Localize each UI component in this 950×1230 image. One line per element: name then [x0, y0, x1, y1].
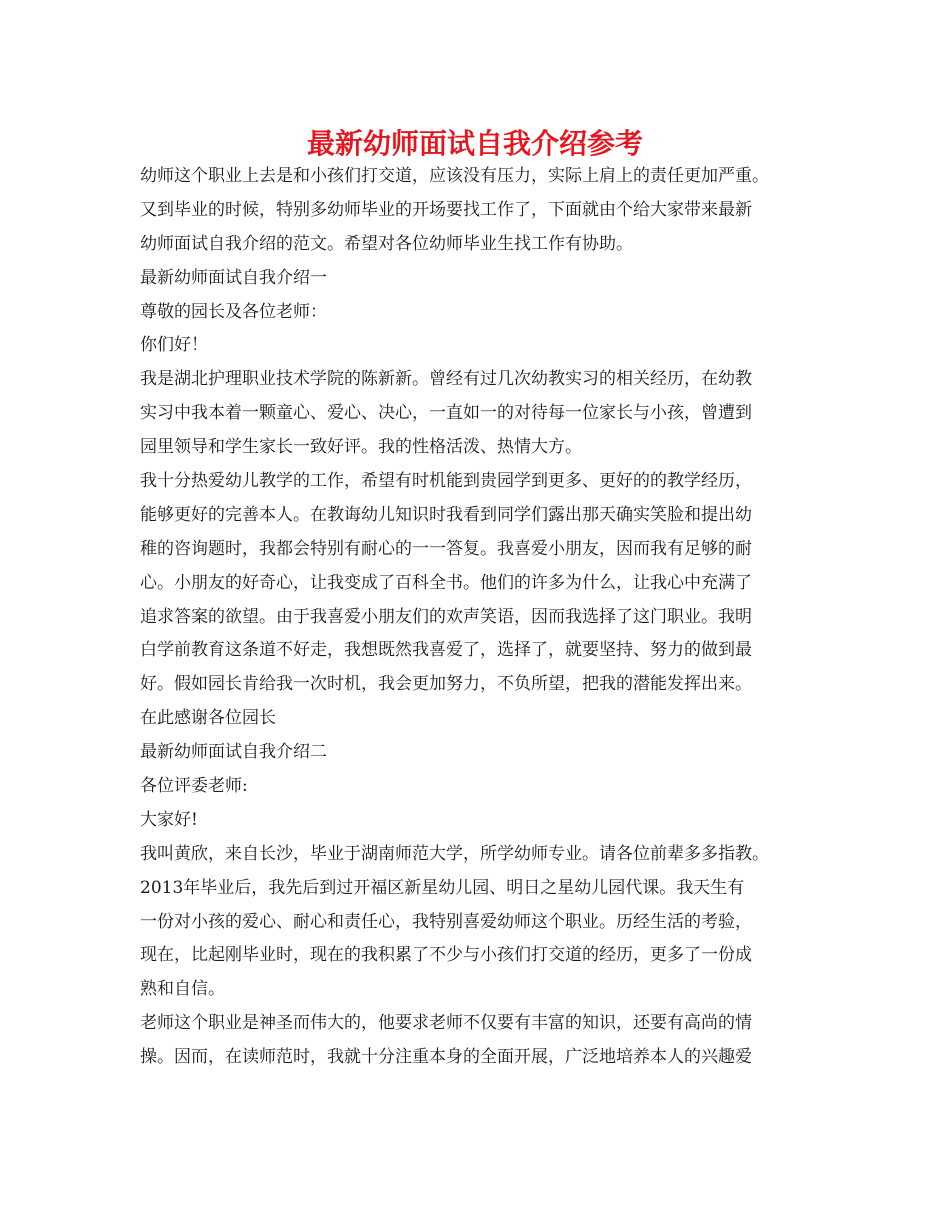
text-line: 老师这个职业是神圣而伟大的，他要求老师不仅要有丰富的知识，还要有高尚的情: [140, 1013, 752, 1034]
greeting-line: 大家好!: [140, 809, 198, 830]
text-line: 我是湖北护理职业技术学院的陈新新。曾经有过几次幼教实习的相关经历，在幼教: [140, 369, 752, 390]
text-line: 能够更好的完善本人。在教诲幼儿知识时我看到同学们露出那天确实笑脸和提出幼: [140, 504, 752, 525]
text-line: 好。假如园长肯给我一次时机，我会更加努力，不负所望，把我的潜能发挥出来。: [140, 674, 752, 695]
text-line: 实习中我本着一颗童心、爱心、决心，一直如一的对待每一位家长与小孩，曾遭到: [140, 403, 752, 424]
document-title: 最新幼师面试自我介绍参考: [306, 127, 643, 160]
salutation-line: 尊敬的园长及各位老师：: [140, 301, 327, 322]
greeting-line: 你们好！: [140, 335, 208, 356]
text-line: 我叫黄欣，来自长沙，毕业于湖南师范大学，所学幼师专业。请各位前辈多多指教。: [140, 843, 769, 864]
section-heading-1: 最新幼师面试自我介绍一: [140, 267, 327, 288]
text-line: 幼师面试自我介绍的范文。希望对各位幼师毕业生找工作有协助。: [140, 233, 633, 254]
text-line: 2013年毕业后，我先后到过开福区新星幼儿园、明日之星幼儿园代课。我天生有: [140, 877, 745, 898]
text-line: 稚的咨询题时，我都会特别有耐心的一一答复。我喜爱小朋友，因而我有足够的耐: [140, 538, 752, 559]
closing-line: 在此感谢各位园长: [140, 708, 276, 729]
text-line: 我十分热爱幼儿教学的工作，希望有时机能到贵园学到更多、更好的的教学经历，: [140, 471, 752, 492]
document-body: [140, 160, 840, 1075]
salutation-line: 各位评委老师:: [140, 776, 248, 797]
text-line: 操。因而，在读师范时，我就十分注重本身的全面开展，广泛地培养本人的兴趣爱: [140, 1047, 752, 1068]
text-line: 追求答案的欲望。由于我喜爱小朋友们的欢声笑语，因而我选择了这门职业。我明: [140, 606, 752, 627]
text-line: 心。小朋友的好奇心，让我变成了百科全书。他们的许多为什么，让我心中充满了: [140, 572, 752, 593]
text-line: 白学前教育这条道不好走，我想既然我喜爱了，选择了，就要坚持、努力的做到最: [140, 640, 752, 661]
text-line: 一份对小孩的爱心、耐心和责任心，我特别喜爱幼师这个职业。历经生活的考验，: [140, 911, 752, 932]
text-line: 园里领导和学生家长一致好评。我的性格活泼、热情大方。: [140, 437, 582, 458]
text-line: 幼师这个职业上去是和小孩们打交道，应该没有压力，实际上肩上的责任更加严重。: [140, 166, 769, 186]
text-line: 熟和自信。: [140, 979, 225, 1000]
text-line: 又到毕业的时候，特别多幼师毕业的开场要找工作了，下面就由个给大家带来最新: [140, 199, 752, 220]
section-heading-2: 最新幼师面试自我介绍二: [140, 742, 327, 763]
text-line: 现在，比起刚毕业时，现在的我积累了不少与小孩们打交道的经历，更多了一份成: [140, 945, 752, 966]
